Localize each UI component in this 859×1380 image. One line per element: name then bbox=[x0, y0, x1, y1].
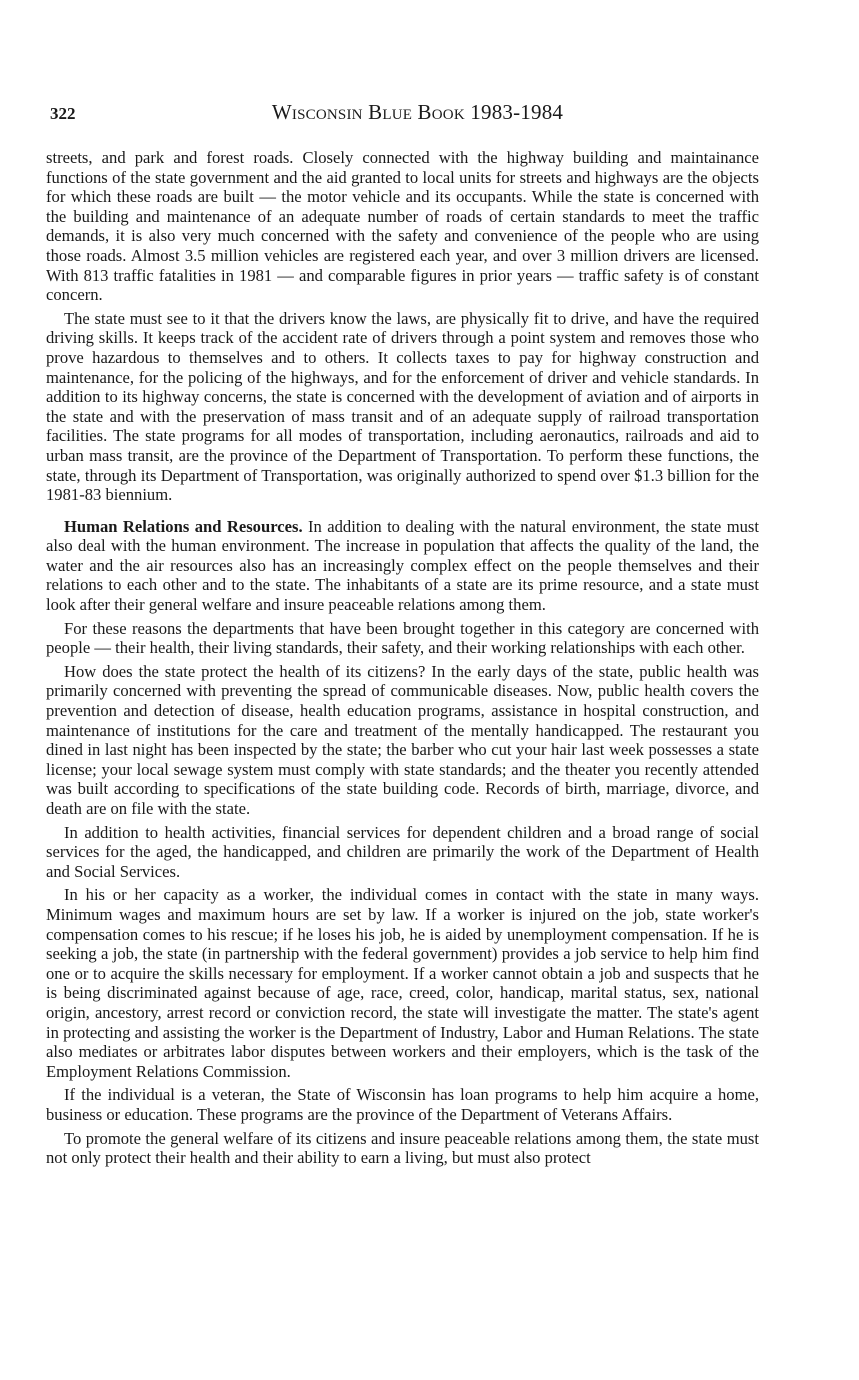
book-page bbox=[46, 100, 759, 1172]
paragraph-highways-continued bbox=[46, 148, 759, 305]
paragraph-text: In addition to dealing with the natural environment, the state must also deal with the human environment. The increase in population that affects the quality of the land, the water and the air resources also has an increasingly complex effect on the people themselves and their relations to each other and to the state. The inhabitants of a state are its prime resource, and a state must look after their general welfare and insure peaceable relations among them. bbox=[46, 516, 759, 615]
paragraph-text: In addition to health activities, financial services for dependent children and a broad range of social services for the aged, the handicapped, and children are primarily the work of the Department of Health and Social Services. bbox=[46, 822, 759, 881]
paragraph-text: streets, and park and forest roads. Closely connected with the highway building and maintainance functions of the state government and the aid granted to local units for streets and highways are the objects for which these roads are built — the motor vehicle and its occupants. While the state is concerned with the building and maintenance of an adequate number of roads of certain standards to meet the traffic demands, it is also very much concerned with the safety and convenience of the people who are using those roads. Almost 3.5 million vehicles are registered each year, and over 3 million drivers are licensed. With 813 traffic fatalities in 1981 — and comparable figures in prior years — traffic safety is of constant concern. bbox=[46, 148, 759, 305]
paragraph-text: For these reasons the departments that have been brought together in this category are concerned with people — their health, their living standards, their safety, and their working relationships with each other. bbox=[46, 618, 759, 658]
paragraph-public-health bbox=[46, 662, 759, 819]
paragraph-workers bbox=[46, 885, 759, 1081]
paragraph-text: In his or her capacity as a worker, the individual comes in contact with the state in many ways. Minimum wages and maximum hours are set by law. If a worker is injured on the job, state worker's compensation comes to his rescue; if he loses his job, he is aided by unemployment compensation. If he is seeking a job, the state (in partnership with the federal government) provides a job service to help him find one or to acquire the skills necessary for employment. If a worker cannot obtain a job and suspects that he is being discriminated against because of age, race, creed, color, handicap, marital status, sex, national origin, ancestory, arrest record or conviction record, the state will investigate the matter. The state's agent in protecting and assisting the worker is the Department of Industry, Labor and Human Relations. The state also mediates or arbitrates labor disputes between workers and their employers, which is the task of the Employment Relations Commission. bbox=[46, 885, 759, 1081]
paragraph-social-services bbox=[46, 823, 759, 882]
paragraph-human-relations bbox=[46, 517, 759, 615]
paragraph-text: To promote the general welfare of its citizens and insure peaceable relations among them, the state must not only protect their health and their ability to earn a living, but must also protect bbox=[46, 1128, 759, 1168]
body-text bbox=[46, 148, 759, 1168]
page-number: 322 bbox=[50, 104, 76, 123]
running-head bbox=[46, 100, 759, 130]
paragraph-general-welfare bbox=[46, 1129, 759, 1168]
paragraph-drivers bbox=[46, 309, 759, 505]
paragraph-text: If the individual is a veteran, the State of Wisconsin has loan programs to help him acquire a home, business or education. These programs are the province of the Department of Veterans Affairs. bbox=[46, 1085, 759, 1124]
paragraph-departments bbox=[46, 619, 759, 658]
section-heading: Human Relations and Resources. bbox=[64, 516, 303, 536]
paragraph-text: The state must see to it that the drivers know the laws, are physically fit to drive, and have the required driving skills. It keeps track of the accident rate of drivers through a point system and removes those who prove hazardous to themselves and to others. It collects taxes to pay for highway construction and maintenance, for the policing of the highways, and for the enforcement of driver and vehicle standards. In addition to its highway concerns, the state is concerned with the development of aviation and of airports in the state and with the preservation of mass transit and of an adequate supply of railroad transportation facilities. The state programs for all modes of transportation, including aeronautics, railroads and aid to urban mass transit, are the province of the Department of Transportation. To perform these functions, the state, through its Department of Transportation, was originally authorized to spend over $1.3 billion for the 1981-83 biennium. bbox=[46, 308, 759, 505]
running-title: Wisconsin Blue Book 1983-1984 bbox=[271, 100, 564, 124]
paragraph-text: How does the state protect the health of its citizens? In the early days of the state, public health was primarily concerned with preventing the spread of communicable diseases. Now, public health covers the prevention and detection of disease, health education programs, assistance in hospital construction, and maintenance of institutions for the care and treatment of the mentally handicapped. The restaurant you dined in last night has been inspected by the state; the barber who cut your hair last week possesses a state license; your local sewage system must comply with state standards; and the theater you recently attended was built according to specifications of the state building code. Records of birth, marriage, divorce, and death are on file with the state. bbox=[46, 661, 759, 818]
paragraph-veterans bbox=[46, 1085, 759, 1124]
